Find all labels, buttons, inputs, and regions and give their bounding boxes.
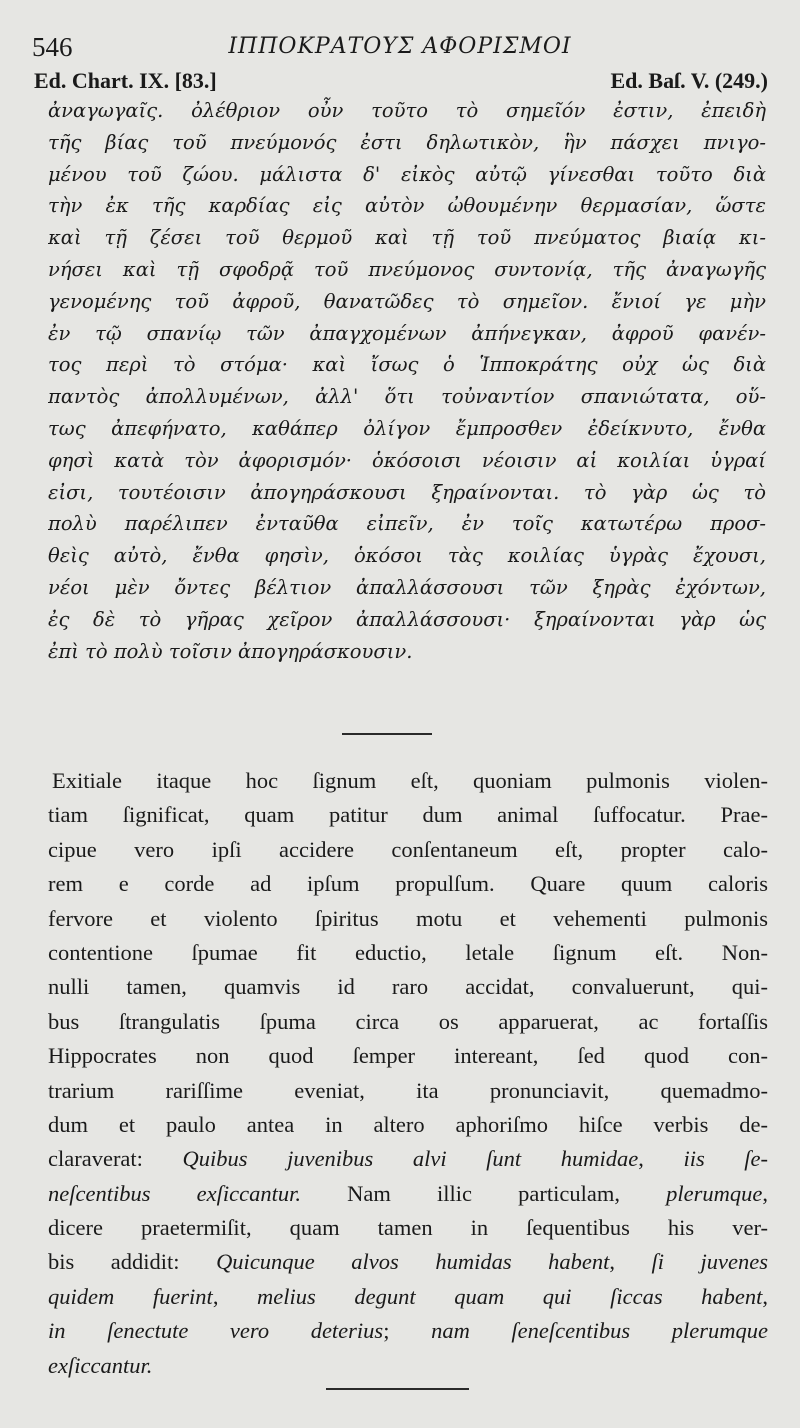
latin-text-line	[48, 1074, 768, 1108]
greek-text-line: τὴν ἐκ τῆς καρδίας εἰς αὐτὸν ὠθουμένην θερμασίαν, ὥστε	[48, 194, 766, 218]
italic-quotation: melius degunt quam qui ſiccas habent	[257, 1283, 763, 1309]
running-title: ΙΠΠΟΚΡΑΤΟΥΣ ΑΦΟΡΙΣΜΟΙ	[228, 34, 572, 59]
latin-text-line	[48, 764, 768, 798]
greek-text-line: ἐν τῷ σπανίῳ τῶν ἀπαγχομένων ἀπήνεγκαν, ἀφροῦ φανέν-	[48, 321, 766, 345]
latin-text-line	[48, 1211, 768, 1245]
edition-references	[30, 68, 770, 94]
greek-text-line: ἐπὶ τὸ πολὺ τοῖσιν ἀπογηράσκουσιν.	[48, 639, 413, 663]
text-run: cipue vero ipſi accidere conſentaneum eſt, propter calo-	[48, 836, 768, 862]
edition-reference-chart: Ed. Chart. IX. [83.]	[34, 68, 217, 93]
italic-quotation: Quicunque alvos humidas habent	[216, 1249, 610, 1275]
latin-text-line	[48, 1177, 768, 1211]
latin-text-line	[48, 1108, 768, 1142]
text-run: ,	[212, 1283, 258, 1309]
text-run: ,	[638, 1146, 684, 1172]
latin-text-line	[48, 902, 768, 936]
latin-translation-block	[48, 764, 768, 1383]
greek-text-line: ἀναγωγαῖς. ὀλέθριον οὖν τοῦτο τὸ σημεῖόν ἐστιν, ἐπειδὴ	[48, 99, 766, 122]
text-run: Hippocrates non quod ſemper intereant, ſed quod con-	[48, 1043, 768, 1069]
greek-text-line: νέοι μὲν ὄντες βέλτιον ἀπαλλάσσουσι τῶν ξηρὰς ἐχόντων,	[48, 575, 766, 599]
italic-quotation: Quibus juvenibus alvi ſunt humidae	[182, 1146, 639, 1172]
italic-quotation: ſi juvenes	[651, 1249, 768, 1275]
latin-text-line	[48, 867, 768, 901]
page-header	[30, 30, 770, 66]
greek-text-line: θεὶς αὐτὸ, ἔνθα φησὶν, ὁκόσοι τὰς κοιλίας ὑγρὰς ἔχουσι,	[48, 544, 766, 568]
italic-quotation: exſiccantur.	[48, 1352, 153, 1378]
greek-text-line: τος περὶ τὸ στόμα· καὶ ἴσως ὁ Ἱπποκράτης οὐχ ὡς διὰ	[48, 353, 766, 377]
greek-text-line: παντὸς ἀπολλυμένων, ἀλλ' ὅτι τοὐναντίον σπανιώτατα, οὕ-	[48, 385, 766, 409]
end-divider	[326, 1388, 469, 1390]
latin-text-line	[48, 1039, 768, 1073]
greek-text-line: ἐς δὲ τὸ γῆρας χεῖρον ἀπαλλάσσουσι· ξηραίνονται γὰρ ὡς	[48, 607, 766, 631]
greek-text-line: φησὶ κατὰ τὸν ἀφορισμόν· ὁκόσοισι νέοισιν αἱ κοιλίαι ὑγραί	[48, 448, 766, 472]
latin-text-line	[48, 798, 768, 832]
greek-text-line: καὶ τῇ ζέσει τοῦ θερμοῦ καὶ τῇ τοῦ πνεύματος βιαίᾳ κι-	[48, 226, 766, 250]
text-run: fervore et violento ſpiritus motu et vehementi pulmonis	[48, 905, 768, 931]
text-run: trarium rariſſime eveniat, ita pronunciavit, quemadmo-	[48, 1077, 768, 1103]
text-run: tiam ſignificat, quam patitur dum animal ſuffocatur. Prae-	[48, 802, 768, 828]
text-run: Exitiale itaque hoc ſignum eſt, quoniam pulmonis violen-	[52, 768, 768, 793]
text-run: ,	[762, 1283, 768, 1309]
text-run: ;	[383, 1318, 432, 1344]
latin-text-line	[48, 1245, 768, 1279]
greek-text-line: εἰσι, τουτέοισιν ἀπογηράσκουσι ξηραίνονται. τὸ γὰρ ὡς τὸ	[48, 480, 766, 504]
text-run: ,	[762, 1180, 768, 1206]
greek-text-block	[48, 95, 766, 667]
text-run: claraverat:	[48, 1146, 183, 1172]
text-run: nulli tamen, quamvis id raro accidat, convaluerunt, qui-	[48, 974, 768, 1000]
text-run: dicere praetermiſit, quam tamen in ſequentibus his ver-	[48, 1215, 768, 1241]
latin-text-line	[48, 970, 768, 1004]
text-run: bis addidit:	[48, 1249, 217, 1275]
italic-quotation: iis ſe-	[683, 1146, 768, 1172]
latin-text-line	[48, 936, 768, 970]
italic-quotation: nam ſeneſcentibus plerumque	[431, 1318, 768, 1344]
greek-text-line: τῆς βίας τοῦ πνεύμονός ἐστι δηλωτικὸν, ἣν πάσχει πνιγο-	[48, 130, 766, 154]
latin-text-line	[48, 1142, 768, 1176]
greek-text-line: μένου τοῦ ζώου. μάλιστα δ' εἰκὸς αὐτῷ γίνεσθαι τοῦτο διὰ	[48, 162, 766, 186]
italic-quotation: in ſenectute vero deterius	[48, 1318, 384, 1344]
latin-text-line	[48, 1349, 768, 1383]
greek-text-line: πολὺ παρέλιπεν ἐνταῦθα εἰπεῖν, ἐν τοῖς κατωτέρω προσ-	[48, 512, 766, 536]
text-run: dum et paulo antea in altero aphoriſmo hiſce verbis de-	[48, 1111, 768, 1137]
text-run: ,	[609, 1249, 652, 1275]
greek-text-line: τως ἀπεφήνατο, καθάπερ ὀλίγον ἔμπροσθεν ἐδείκνυτο, ἔνθα	[48, 416, 766, 440]
greek-text-line: γενομένης τοῦ ἀφροῦ, θανατῶδες τὸ σημεῖον. ἔνιοί γε μὴν	[48, 289, 766, 313]
greek-text-line: νήσει καὶ τῇ σφοδρᾷ τοῦ πνεύμονος συντονίᾳ, τῆς ἀναγωγῆς	[48, 257, 766, 281]
latin-text-line	[48, 833, 768, 867]
italic-quotation: plerumque	[666, 1180, 763, 1206]
italic-quotation: neſcentibus exſiccantur.	[48, 1180, 301, 1206]
italic-quotation: quidem fuerint	[48, 1283, 213, 1309]
text-run: Nam illic particulam,	[300, 1180, 667, 1206]
text-run: bus ſtrangulatis ſpuma circa os apparuerat, ac fortaſſis	[48, 1008, 768, 1034]
edition-reference-basel: Ed. Baſ. V. (249.)	[610, 68, 768, 93]
text-run: contentione ſpumae fit eductio, letale ſignum eſt. Non-	[48, 939, 768, 965]
section-divider	[342, 733, 432, 735]
text-run: rem e corde ad ipſum propulſum. Quare quum caloris	[48, 871, 768, 897]
page-number: 546	[32, 32, 73, 62]
latin-text-line	[48, 1314, 768, 1348]
latin-text-line	[48, 1005, 768, 1039]
latin-text-line	[48, 1280, 768, 1314]
